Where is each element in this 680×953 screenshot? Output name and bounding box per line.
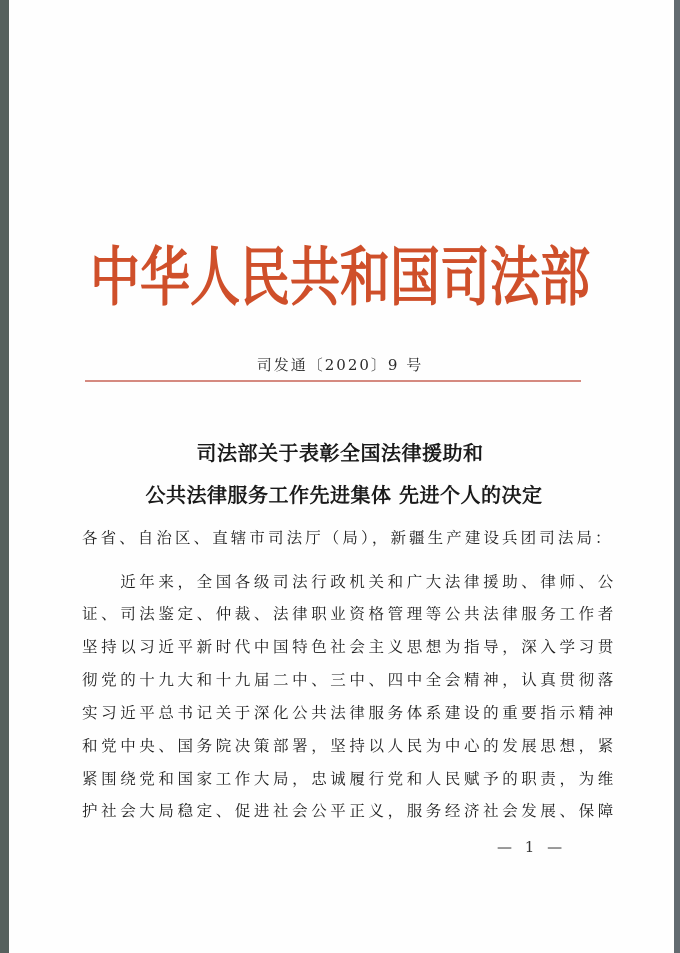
body-line: 护社会大局稳定、促进社会公平正义，服务经济社会发展、保障 <box>82 802 617 820</box>
scan-border-right <box>674 0 680 953</box>
body-line: 紧围绕党和国家工作大局，忠诚履行党和人民赋予的职责，为维 <box>82 770 617 788</box>
salutation: 各省、自治区、直辖市司法厅（局），新疆生产建设兵团司法局： <box>82 529 614 547</box>
body-line: 证、司法鉴定、仲裁、法律职业资格管理等公共法律服务工作者 <box>82 605 617 623</box>
document-number: 司发通〔2020〕9 号 <box>256 356 424 374</box>
scan-border-left <box>0 0 9 953</box>
body-line: 近年来，全国各级司法行政机关和广大法律援助、律师、公 <box>82 573 617 591</box>
body-line: 实习近平总书记关于深化公共法律服务体系建设的重要指示精神 <box>82 704 617 722</box>
body-line: 彻党的十九大和十九届二中、三中、四中全会精神，认真贯彻落 <box>82 671 617 689</box>
red-divider-line <box>85 380 581 382</box>
document-title-line-2: 公共法律服务工作先进集体 先进个人的决定 <box>145 483 543 507</box>
masthead-title: 中华人民共和国司法部 <box>90 240 590 316</box>
page-number: — 1 — <box>497 838 567 856</box>
body-line: 和党中央、国务院决策部署，坚持以人民为中心的发展思想，紧 <box>82 737 617 755</box>
document-title-line-1: 司法部关于表彰全国法律援助和 <box>196 441 484 465</box>
body-line: 坚持以习近平新时代中国特色社会主义思想为指导，深入学习贯 <box>82 638 617 656</box>
